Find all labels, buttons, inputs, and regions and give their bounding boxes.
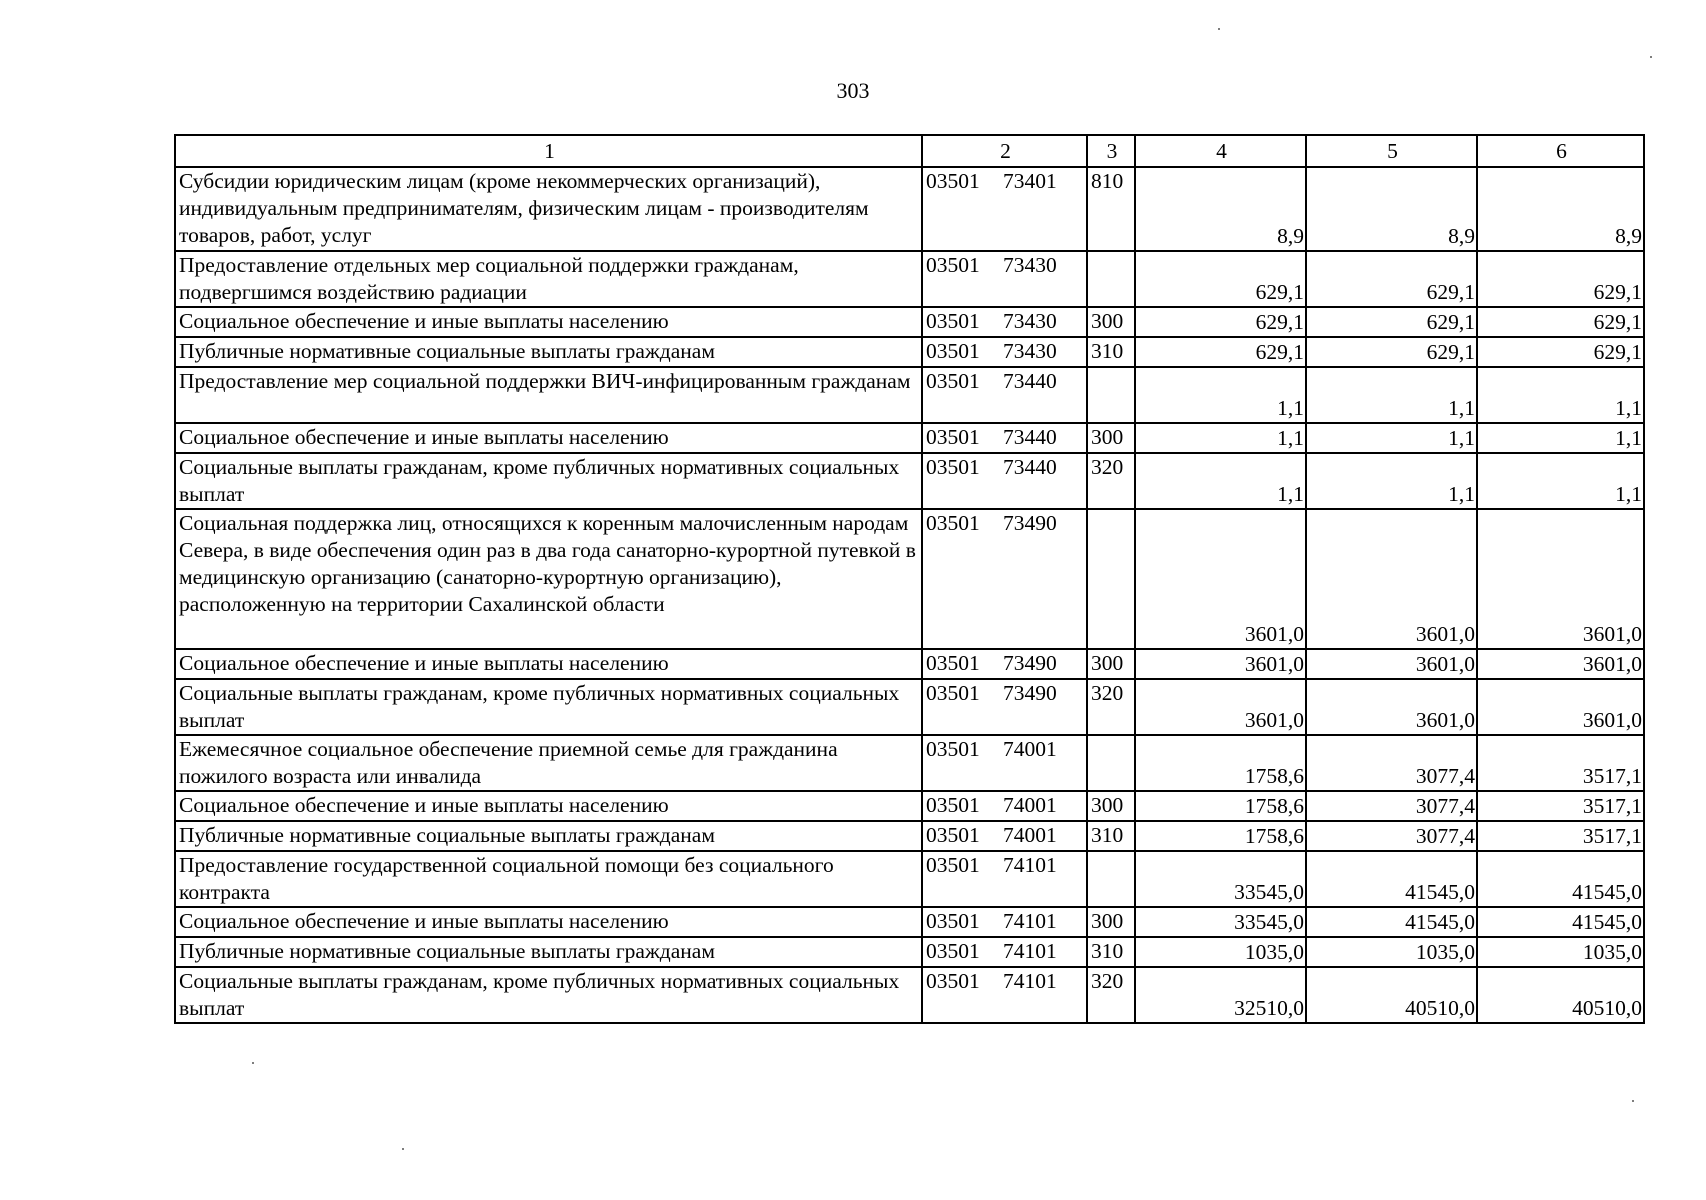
section-code: 03501 (926, 339, 980, 363)
row-name: Социальные выплаты гражданам, кроме публичных нормативных социальных выплат (175, 967, 922, 1023)
amount-col-5: 40510,0 (1306, 967, 1477, 1023)
row-name: Социальные выплаты гражданам, кроме публичных нормативных социальных выплат (175, 453, 922, 509)
table-row (175, 735, 1644, 791)
amount-col-4: 629,1 (1135, 251, 1306, 307)
target-code: 73490 (1003, 651, 1057, 675)
amount-col-5: 3601,0 (1306, 679, 1477, 735)
amount-col-6: 8,9 (1477, 167, 1644, 251)
row-name: Социальное обеспечение и иные выплаты населению (175, 907, 922, 937)
expense-type-code (1087, 509, 1135, 649)
row-code-cell (922, 509, 1087, 649)
section-code: 03501 (926, 681, 980, 705)
row-name: Социальное обеспечение и иные выплаты населению (175, 791, 922, 821)
amount-col-6: 41545,0 (1477, 851, 1644, 907)
expense-type-code: 810 (1087, 167, 1135, 251)
expense-type-code: 310 (1087, 821, 1135, 851)
page-number: 303 (836, 78, 870, 103)
row-name: Социальное обеспечение и иные выплаты населению (175, 423, 922, 453)
table-row (175, 509, 1644, 649)
amount-col-6: 3517,1 (1477, 735, 1644, 791)
amount-col-4: 32510,0 (1135, 967, 1306, 1023)
amount-col-5: 1,1 (1306, 453, 1477, 509)
section-code: 03501 (926, 455, 980, 479)
row-code-cell (922, 851, 1087, 907)
row-code-cell (922, 821, 1087, 851)
amount-col-6: 3601,0 (1477, 679, 1644, 735)
expense-type-code: 320 (1087, 453, 1135, 509)
amount-col-4: 3601,0 (1135, 509, 1306, 649)
expense-type-code: 300 (1087, 791, 1135, 821)
column-header-2: 2 (922, 135, 1087, 167)
amount-col-4: 3601,0 (1135, 649, 1306, 679)
amount-col-5: 3601,0 (1306, 649, 1477, 679)
amount-col-6: 1,1 (1477, 423, 1644, 453)
table-row (175, 167, 1644, 251)
amount-col-4: 1035,0 (1135, 937, 1306, 967)
section-code: 03501 (926, 969, 980, 993)
expense-type-code: 310 (1087, 337, 1135, 367)
row-name: Ежемесячное социальное обеспечение приемной семье для гражданина пожилого возраста или инвалида (175, 735, 922, 791)
amount-col-5: 3601,0 (1306, 509, 1477, 649)
row-name: Социальная поддержка лиц, относящихся к коренным малочисленным народам Севера, в виде обеспечения один раз в два года санаторно-курортной путевкой в медицинскую организацию (санаторно-курортную организацию), расположенную на территории Сахалинской области (175, 509, 922, 649)
target-code: 73490 (1003, 511, 1057, 535)
row-name: Субсидии юридическим лицам (кроме некоммерческих организаций), индивидуальным предпринимателям, физическим лицам - производителям товаров, работ, услуг (175, 167, 922, 251)
amount-col-5: 8,9 (1306, 167, 1477, 251)
row-code-cell (922, 307, 1087, 337)
table-row (175, 337, 1644, 367)
row-name: Публичные нормативные социальные выплаты гражданам (175, 821, 922, 851)
target-code: 74101 (1003, 939, 1057, 963)
row-name: Социальное обеспечение и иные выплаты населению (175, 307, 922, 337)
expense-type-code (1087, 367, 1135, 423)
table-row (175, 851, 1644, 907)
row-code-cell (922, 937, 1087, 967)
budget-table (174, 134, 1645, 1024)
scan-speck (252, 1062, 254, 1064)
table-row (175, 453, 1644, 509)
expense-type-code: 300 (1087, 907, 1135, 937)
section-code: 03501 (926, 823, 980, 847)
amount-col-6: 40510,0 (1477, 967, 1644, 1023)
row-name: Предоставление государственной социальной помощи без социального контракта (175, 851, 922, 907)
amount-col-6: 3601,0 (1477, 509, 1644, 649)
amount-col-5: 41545,0 (1306, 907, 1477, 937)
row-code-cell (922, 167, 1087, 251)
row-name: Публичные нормативные социальные выплаты гражданам (175, 937, 922, 967)
amount-col-6: 1,1 (1477, 453, 1644, 509)
row-code-cell (922, 367, 1087, 423)
section-code: 03501 (926, 169, 980, 193)
amount-col-5: 3077,4 (1306, 821, 1477, 851)
scan-speck (1632, 1100, 1634, 1102)
target-code: 74001 (1003, 793, 1057, 817)
amount-col-5: 629,1 (1306, 251, 1477, 307)
amount-col-5: 41545,0 (1306, 851, 1477, 907)
row-name: Социальное обеспечение и иные выплаты населению (175, 649, 922, 679)
column-header-4: 4 (1135, 135, 1306, 167)
target-code: 74101 (1003, 969, 1057, 993)
column-header-3: 3 (1087, 135, 1135, 167)
amount-col-6: 3517,1 (1477, 791, 1644, 821)
section-code: 03501 (926, 511, 980, 535)
expense-type-code: 320 (1087, 967, 1135, 1023)
amount-col-4: 629,1 (1135, 337, 1306, 367)
section-code: 03501 (926, 369, 980, 393)
section-code: 03501 (926, 793, 980, 817)
target-code: 73440 (1003, 425, 1057, 449)
table-row (175, 907, 1644, 937)
amount-col-4: 1,1 (1135, 453, 1306, 509)
table-row (175, 679, 1644, 735)
row-code-cell (922, 907, 1087, 937)
row-name: Публичные нормативные социальные выплаты гражданам (175, 337, 922, 367)
amount-col-5: 629,1 (1306, 307, 1477, 337)
target-code: 74101 (1003, 909, 1057, 933)
target-code: 73440 (1003, 455, 1057, 479)
row-code-cell (922, 251, 1087, 307)
row-code-cell (922, 967, 1087, 1023)
row-name: Социальные выплаты гражданам, кроме публичных нормативных социальных выплат (175, 679, 922, 735)
expense-type-code: 320 (1087, 679, 1135, 735)
row-code-cell (922, 735, 1087, 791)
section-code: 03501 (926, 651, 980, 675)
amount-col-6: 1,1 (1477, 367, 1644, 423)
column-header-5: 5 (1306, 135, 1477, 167)
column-header-6: 6 (1477, 135, 1644, 167)
amount-col-4: 1,1 (1135, 367, 1306, 423)
amount-col-4: 1,1 (1135, 423, 1306, 453)
row-code-cell (922, 649, 1087, 679)
amount-col-4: 629,1 (1135, 307, 1306, 337)
expense-type-code (1087, 851, 1135, 907)
section-code: 03501 (926, 253, 980, 277)
table-row (175, 821, 1644, 851)
amount-col-6: 629,1 (1477, 307, 1644, 337)
amount-col-5: 1,1 (1306, 423, 1477, 453)
target-code: 73401 (1003, 169, 1057, 193)
amount-col-4: 1758,6 (1135, 821, 1306, 851)
table-row (175, 307, 1644, 337)
amount-col-5: 1,1 (1306, 367, 1477, 423)
expense-type-code: 310 (1087, 937, 1135, 967)
amount-col-5: 3077,4 (1306, 735, 1477, 791)
row-name: Предоставление мер социальной поддержки ВИЧ-инфицированным гражданам (175, 367, 922, 423)
expense-type-code: 300 (1087, 423, 1135, 453)
column-header-1: 1 (175, 135, 922, 167)
row-code-cell (922, 679, 1087, 735)
amount-col-5: 3077,4 (1306, 791, 1477, 821)
target-code: 74101 (1003, 853, 1057, 877)
amount-col-5: 629,1 (1306, 337, 1477, 367)
amount-col-6: 41545,0 (1477, 907, 1644, 937)
amount-col-5: 1035,0 (1306, 937, 1477, 967)
amount-col-6: 629,1 (1477, 251, 1644, 307)
expense-type-code: 300 (1087, 649, 1135, 679)
target-code: 74001 (1003, 823, 1057, 847)
row-code-cell (922, 423, 1087, 453)
amount-col-4: 1758,6 (1135, 791, 1306, 821)
scan-speck (1650, 56, 1652, 58)
table-row (175, 791, 1644, 821)
expense-type-code (1087, 735, 1135, 791)
scan-speck (402, 1148, 404, 1150)
target-code: 74001 (1003, 737, 1057, 761)
amount-col-4: 8,9 (1135, 167, 1306, 251)
row-code-cell (922, 791, 1087, 821)
section-code: 03501 (926, 853, 980, 877)
expense-type-code: 300 (1087, 307, 1135, 337)
amount-col-4: 3601,0 (1135, 679, 1306, 735)
amount-col-6: 3601,0 (1477, 649, 1644, 679)
table-row (175, 251, 1644, 307)
target-code: 73440 (1003, 369, 1057, 393)
amount-col-4: 33545,0 (1135, 851, 1306, 907)
table-row (175, 937, 1644, 967)
amount-col-6: 629,1 (1477, 337, 1644, 367)
section-code: 03501 (926, 425, 980, 449)
table-row (175, 367, 1644, 423)
table-row (175, 423, 1644, 453)
section-code: 03501 (926, 309, 980, 333)
table-row (175, 967, 1644, 1023)
section-code: 03501 (926, 909, 980, 933)
section-code: 03501 (926, 737, 980, 761)
target-code: 73430 (1003, 253, 1057, 277)
target-code: 73430 (1003, 339, 1057, 363)
target-code: 73490 (1003, 681, 1057, 705)
table-row (175, 649, 1644, 679)
scan-speck (1218, 28, 1220, 30)
row-name: Предоставление отдельных мер социальной поддержки гражданам, подвергшимся воздействию радиации (175, 251, 922, 307)
row-code-cell (922, 453, 1087, 509)
row-code-cell (922, 337, 1087, 367)
amount-col-6: 1035,0 (1477, 937, 1644, 967)
target-code: 73430 (1003, 309, 1057, 333)
amount-col-6: 3517,1 (1477, 821, 1644, 851)
expense-type-code (1087, 251, 1135, 307)
amount-col-4: 33545,0 (1135, 907, 1306, 937)
amount-col-4: 1758,6 (1135, 735, 1306, 791)
section-code: 03501 (926, 939, 980, 963)
header-row (175, 135, 1644, 167)
